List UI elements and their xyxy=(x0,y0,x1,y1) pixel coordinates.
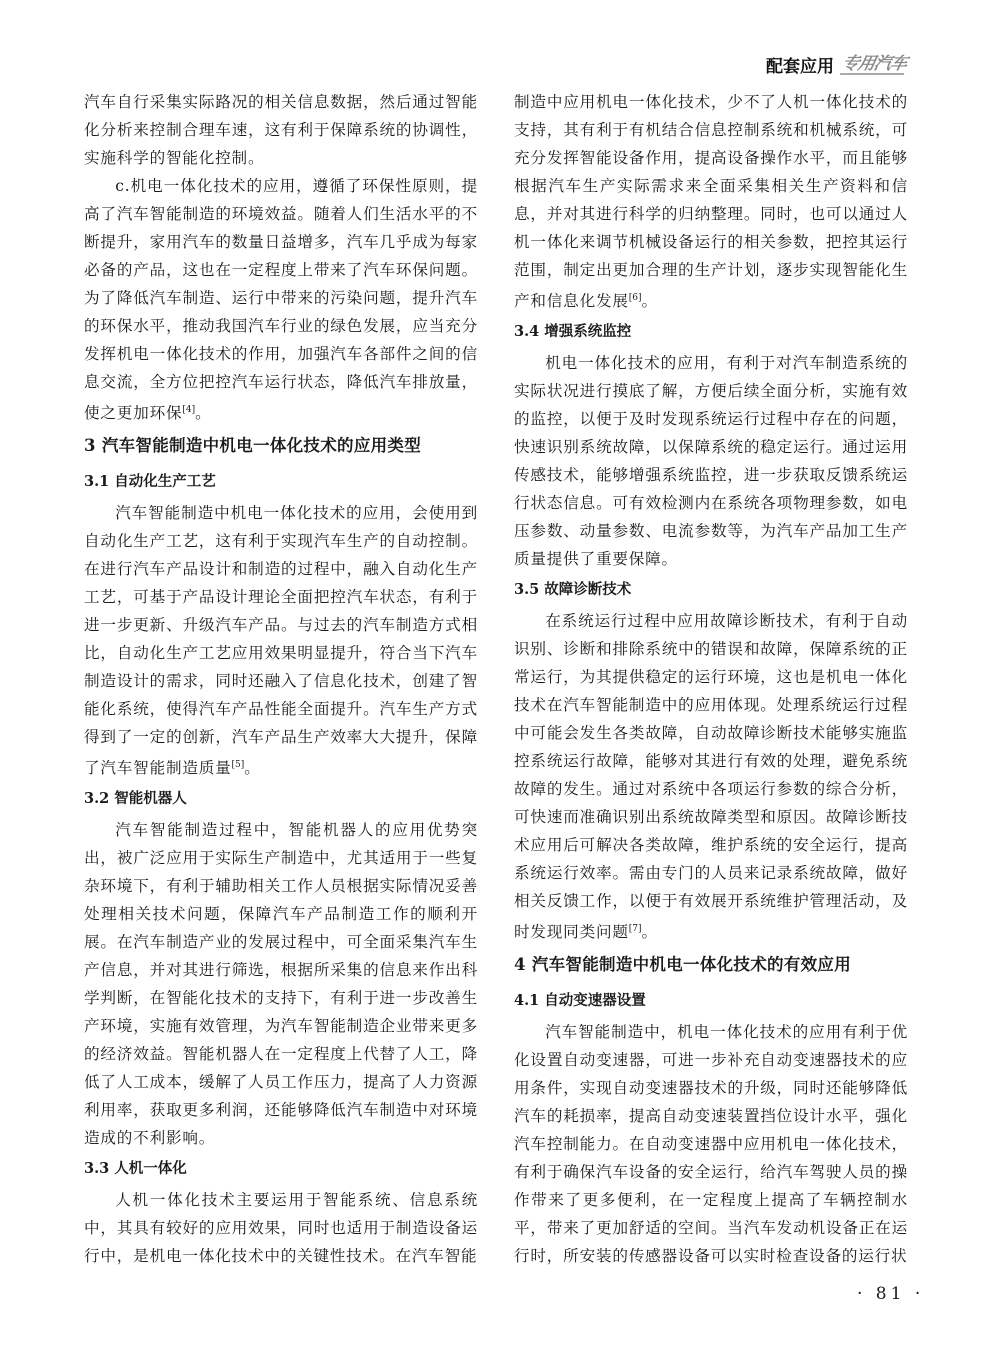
page-number: · 81 · xyxy=(857,1284,925,1304)
journal-logo: 专用汽车 xyxy=(840,53,909,74)
section-heading: 3 汽车智能制造中机电一体化技术的应用类型 xyxy=(84,436,422,455)
paragraph-tail: 。 xyxy=(244,759,261,777)
paragraph-text: c.机电一体化技术的应用，遵循了环保性原则，提高了汽车智能制造的环境效益。随着人们生活水平的不断提升，家用汽车的数量日益增多，汽车几乎成为每家必备的产品，这也在一定程度上带来了汽车环保问题。为了降低汽车制造、运行中带来的污染问题，提升汽车的环保水平，推动我国汽车行业的绿色发展，应当充分发挥机电一体化技术的作用，加强汽车各部件之间的信息交流，全方位把控汽车运行状态，降低汽车排放量，使之更加环保 xyxy=(84,177,478,422)
citation-ref: [5] xyxy=(231,760,245,770)
paragraph-tail: 。 xyxy=(641,292,658,310)
section-label: 配套应用 xyxy=(766,57,834,77)
body-paragraph xyxy=(514,1018,908,1270)
subsection-heading: 4.1 自动变速器设置 xyxy=(514,992,646,1009)
paragraph-text: 汽车智能制造过程中，智能机器人的应用优势突出，被广泛应用于实际生产制造中，尤其适用于一些复杂环境下，有利于辅助相关工作人员根据实际情况妥善处理相关技术问题，保障汽车产品制造工作的顺利开展。在汽车制造产业的发展过程中，可全面采集汽车生产信息，并对其进行筛选，根据所采集的信息来作出科学判断，在智能化技术的支持下，有利于进一步改善生产环境，实施有效管理，为汽车智能制造企业带来更多的经济效益。智能机器人在一定程度上代替了人工，降低了人工成本，缓解了人员工作压力，提高了人力资源利用率，获取更多利润，还能够降低汽车制造中对环境造成的不利影响。 xyxy=(84,821,478,1147)
paragraph-text: 汽车自行采集实际路况的相关信息数据，然后通过智能化分析来控制合理车速，这有利于保障系统的协调性，实施科学的智能化控制。 xyxy=(84,93,478,167)
right-column xyxy=(514,88,908,1270)
paragraph-text: 机电一体化技术的应用，有利于对汽车制造系统的实际状况进行摸底了解，方便后续全面分析，实施有效的监控，以便于及时发现系统运行过程中存在的问题，快速识别系统故障，以保障系统的稳定运行。通过运用传感技术，能够增强系统监控，进一步获取反馈系统运行状态信息。可有效检测内在系统各项物理参数，如电压参数、动量参数、电流参数等，为汽车产品加工生产质量提供了重要保障。 xyxy=(514,354,908,568)
subsection-heading: 3.2 智能机器人 xyxy=(84,790,187,807)
section-heading: 4 汽车智能制造中机电一体化技术的有效应用 xyxy=(514,955,852,974)
paragraph-tail: 。 xyxy=(195,404,212,422)
subsection-heading: 3.1 自动化生产工艺 xyxy=(84,473,216,490)
left-column xyxy=(84,88,478,1270)
paragraph-text: 在系统运行过程中应用故障诊断技术，有利于自动识别、诊断和排除系统中的错误和故障，保障系统的正常运行，为其提供稳定的运行环境，这也是机电一体化技术在汽车智能制造中的应用体现。处理系统运行过程中可能会发生各类故障，自动故障诊断技术能够实施监控系统运行故障，能够对其进行有效的处理，避免系统故障的发生。通过对系统中各项运行参数的综合分析，可快速而准确识别出系统故障类型和原因。故障诊断技术应用后可解决各类故障，维护系统的安全运行，提高系统运行效率。需由专门的人员来记录系统故障，做好相关反馈工作，以便于有效展开系统维护管理活动，及时发现同类问题 xyxy=(514,612,908,941)
body-paragraph xyxy=(514,607,908,946)
body-paragraph xyxy=(84,816,478,1152)
paragraph-text: 制造中应用机电一体化技术，少不了人机一体化技术的支持，其有利于有机结合信息控制系统和机械系统，可充分发挥智能设备作用，提高设备操作水平，而且能够根据汽车生产实际需求来全面采集相关生产资料和信息，并对其进行科学的归纳整理。同时，也可以通过人机一体化来调节机械设备运行的相关参数，把控其运行范围，制定出更加合理的生产计划，逐步实现智能化生产和信息化发展 xyxy=(514,93,908,310)
body-paragraph xyxy=(84,172,478,427)
subsection-heading: 3.4 增强系统监控 xyxy=(514,323,632,340)
paragraph-tail: 。 xyxy=(641,923,658,941)
paragraph-text: 汽车智能制造中机电一体化技术的应用，会使用到自动化生产工艺，这有利于实现汽车生产的自动控制。在进行汽车产品设计和制造的过程中，融入自动化生产工艺，可基于产品设计理论全面把控汽车状态，有利于进一步更新、升级汽车产品。与过去的汽车制造方式相比，自动化生产工艺应用效果明显提升，符合当下汽车制造设计的需求，同时还融入了信息化技术，创建了智能化系统，使得汽车产品性能全面提升。汽车生产方式得到了一定的创新，汽车产品生产效率大大提升，保障了汽车智能制造质量 xyxy=(84,504,478,777)
citation-ref: [7] xyxy=(628,924,642,934)
subsection-heading: 3.3 人机一体化 xyxy=(84,1160,187,1177)
paragraph-text: 汽车智能制造中，机电一体化技术的应用有利于优化设置自动变速器，可进一步补充自动变速器技术的应用条件，实现自动变速器技术的升级，同时还能够降低汽车的耗损率，提高自动变速装置挡位设计水平，强化汽车控制能力。在自动变速器中应用机电一体化技术，有利于确保汽车设备的安全运行，给汽车驾驶人员的操作带来了更多便利，在一定程度上提高了车辆控制水平，带来了更加舒适的空间。当汽车发动机设备正在运行时，所安装的传感器设备可以实时检查设备的运行状 xyxy=(514,1023,908,1265)
body-paragraph xyxy=(514,88,908,315)
subsection-heading: 3.5 故障诊断技术 xyxy=(514,581,632,598)
body-paragraph xyxy=(84,499,478,782)
body-paragraph xyxy=(514,349,908,573)
running-header xyxy=(766,52,909,77)
body-paragraph xyxy=(84,88,478,172)
body-paragraph xyxy=(84,1186,478,1270)
paragraph-text: 人机一体化技术主要运用于智能系统、信息系统中，其具有较好的应用效果，同时也适用于制造设备运行中，是机电一体化技术中的关键性技术。在汽车智能 xyxy=(84,1191,478,1265)
citation-ref: [4] xyxy=(182,405,196,415)
citation-ref: [6] xyxy=(628,293,642,303)
